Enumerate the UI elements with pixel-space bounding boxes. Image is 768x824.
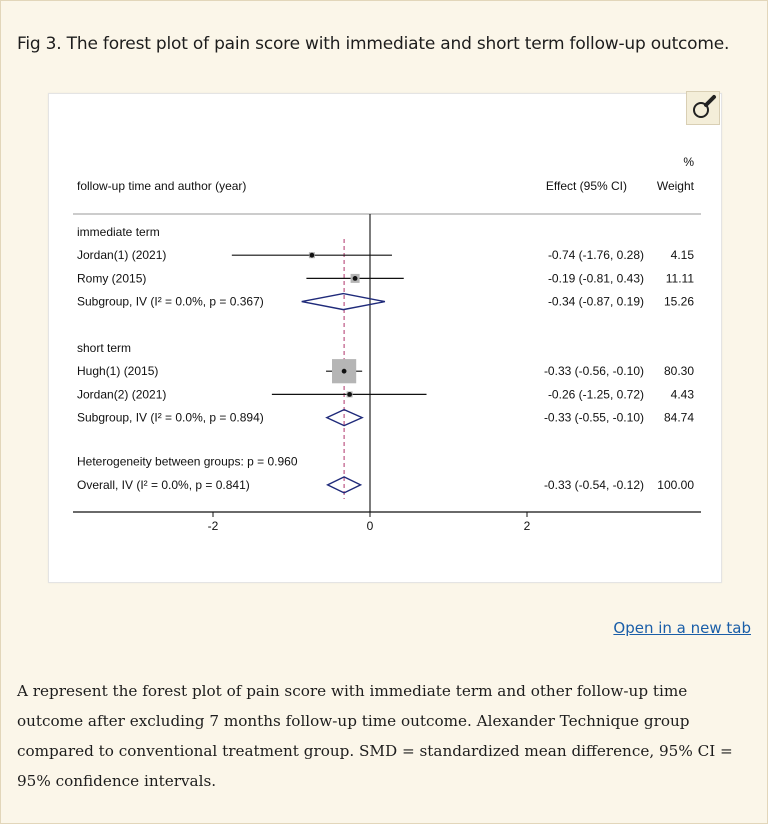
heterogeneity-text: Heterogeneity between groups: p = 0.960 bbox=[77, 454, 298, 469]
group-label-1: short term bbox=[77, 341, 132, 355]
zoom-button[interactable] bbox=[686, 91, 720, 125]
effect-column-header: Effect (95% CI) bbox=[545, 179, 627, 193]
study-row-0-1-ci-text: -0.19 (-0.81, 0.43) bbox=[547, 271, 644, 286]
study-row-1-1-ci-text: -0.26 (-1.25, 0.72) bbox=[547, 387, 644, 402]
forest-plot-container[interactable] bbox=[48, 93, 722, 583]
overall-row-ci-text: -0.33 (-0.54, -0.12) bbox=[543, 477, 644, 492]
subgroup-row-0-ci-text: -0.34 (-0.87, 0.19) bbox=[547, 294, 644, 309]
study-row-1-0-ci-text: -0.33 (-0.56, -0.10) bbox=[543, 364, 644, 379]
weight-column-header: Weight bbox=[656, 179, 694, 193]
study-row-0-1-weight: 11.11 bbox=[665, 271, 694, 286]
study-row-1-0-point bbox=[342, 369, 347, 374]
open-in-new-tab-link[interactable]: Open in a new tab bbox=[613, 619, 751, 637]
figure-title: Fig 3. The forest plot of pain score with immediate and short term follow-up outcome. bbox=[17, 34, 730, 54]
forest-plot bbox=[49, 94, 721, 582]
study-row-0-0-weight: 4.15 bbox=[670, 248, 694, 263]
x-tick-label-2: 2 bbox=[523, 519, 531, 533]
study-row-1-1-weight: 4.43 bbox=[670, 387, 694, 402]
x-tick-label-0: -2 bbox=[207, 519, 219, 533]
study-row-0-0-ci-text: -0.74 (-1.76, 0.28) bbox=[547, 248, 644, 263]
subgroup-row-1-ci-text: -0.33 (-0.55, -0.10) bbox=[543, 410, 644, 425]
weight-header-percent: % bbox=[683, 155, 694, 169]
subgroup-row-1-weight: 84.74 bbox=[663, 410, 694, 425]
subgroup-row-1-label: Subgroup, IV (I² = 0.0%, p = 0.894) bbox=[77, 410, 264, 425]
study-row-1-1-label: Jordan(2) (2021) bbox=[77, 387, 167, 402]
study-row-0-1-point bbox=[353, 276, 358, 281]
subgroup-diamond-0 bbox=[302, 294, 385, 310]
study-row-0-0-label: Jordan(1) (2021) bbox=[77, 248, 167, 263]
magnifier-icon bbox=[687, 92, 719, 124]
group-label-0: immediate term bbox=[77, 225, 160, 239]
overall-row-label: Overall, IV (I² = 0.0%, p = 0.841) bbox=[77, 477, 250, 492]
study-row-1-0-label: Hugh(1) (2015) bbox=[77, 364, 159, 379]
x-tick-label-1: 0 bbox=[366, 519, 374, 533]
study-column-header: follow-up time and author (year) bbox=[77, 179, 247, 193]
study-row-0-0-point bbox=[310, 253, 315, 258]
study-row-1-0-weight: 80.30 bbox=[663, 364, 694, 379]
study-row-0-1-label: Romy (2015) bbox=[77, 271, 147, 286]
overall-row-weight: 100.00 bbox=[657, 477, 694, 492]
figure-description: A represent the forest plot of pain score with immediate term and other follow-up time outcome after excluding 7 months follow-up time outcome. Alexander Technique group compared to conventional treatment group. SMD = standardized mean difference, 95% CI = 95% confidence intervals. bbox=[17, 682, 733, 790]
subgroup-row-0-label: Subgroup, IV (I² = 0.0%, p = 0.367) bbox=[77, 294, 264, 309]
study-row-1-1-point bbox=[347, 392, 352, 397]
subgroup-row-0-weight: 15.26 bbox=[663, 294, 694, 309]
